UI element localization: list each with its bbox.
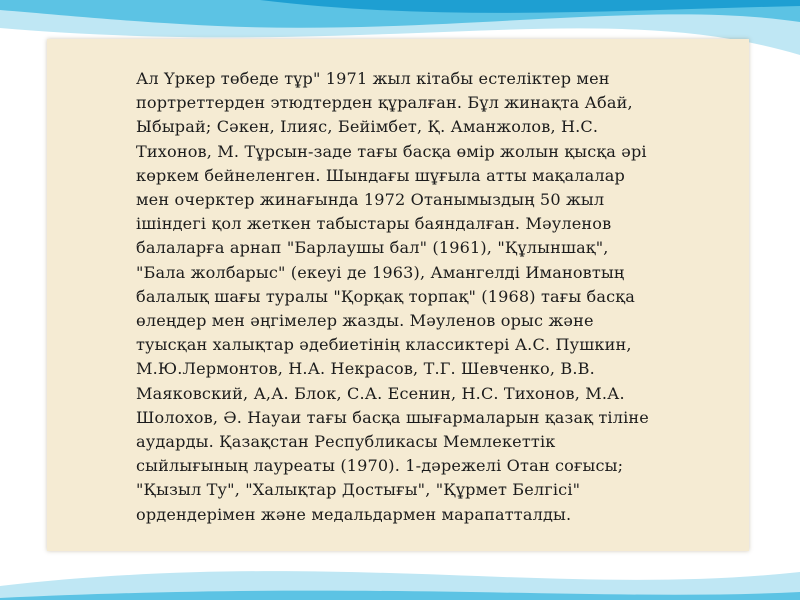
text-line-13: М.Ю.Лермонтов, Н.А. Некрасов, Т.Г. Шевченко, В.В. bbox=[136, 359, 595, 379]
text-line-16: аударды. Қазақстан Республикасы Мемлекеттік bbox=[136, 432, 556, 452]
text-line-11: өлеңдер мен әңгімелер жазды. Мәуленов орыс және bbox=[136, 311, 594, 331]
text-line-3: Ыбырай; Сәкен, Ілияс, Бейімбет, Қ. Аманжолов, Н.С. bbox=[136, 117, 599, 137]
text-line-7: ішіндегі қол жеткен табыстары баяндалған. Мәуленов bbox=[136, 214, 612, 234]
text-line-12: туысқан халықтар әдебиетінің классиктері А.С. Пушкин, bbox=[136, 335, 632, 355]
text-line-18: "Қызыл Ту", "Халықтар Достығы", "Құрмет Белгісі" bbox=[136, 480, 581, 500]
body-text bbox=[136, 67, 676, 527]
text-line-10: балалық шағы туралы "Қорқақ торпақ" (1968) тағы басқа bbox=[136, 286, 635, 306]
text-line-17: сыйлығының лауреаты (1970). 1-дәрежелі Отан соғысы; bbox=[136, 456, 624, 476]
text-line-9: "Бала жолбарыс" (екеуі де 1963), Амангелді Имановтың bbox=[136, 262, 625, 282]
text-line-19: ордендерімен және медальдармен марапатталды. bbox=[136, 504, 572, 524]
text-line-2: портреттерден этюдтерден құралған. Бұл жинақта Абай, bbox=[136, 93, 633, 113]
text-line-1: Ал Үркер төбеде тұр" 1971 жыл кітабы естеліктер мен bbox=[136, 69, 610, 88]
text-line-14: Маяковский, А,А. Блок, С.А. Есенин, Н.С. Тихонов, М.А. bbox=[136, 383, 625, 403]
text-line-8: балаларға арнап "Барлаушы бал" (1961), "Құлыншақ", bbox=[136, 238, 609, 258]
text-line-15: Шолохов, Ә. Науаи тағы басқа шығармаларын қазақ тіліне bbox=[136, 407, 649, 427]
text-line-5: көркем бейнеленген. Шындағы шұғыла атты мақалалар bbox=[136, 165, 625, 185]
text-line-6: мен очерктер жинағында 1972 Отанымыздың 50 жыл bbox=[136, 190, 605, 210]
text-line-4: Тихонов, М. Тұрсын-заде тағы басқа өмір жолын қысқа әрі bbox=[136, 141, 647, 161]
